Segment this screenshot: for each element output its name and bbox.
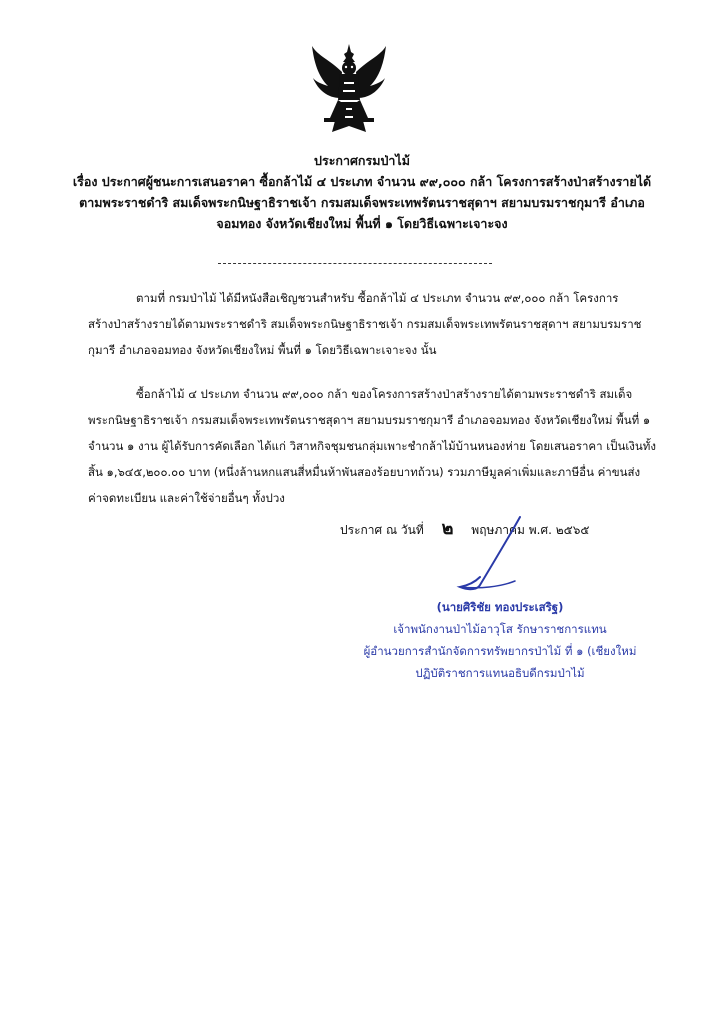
paragraph-1-line: สร้างป่าสร้างรายได้ตามพระราชดำริ สมเด็จพระกนิษฐาธิราชเจ้า กรมสมเด็จพระเทพรัตนราชสุดาฯ สยามบรมราช [88, 317, 642, 331]
title-subject-line-2: ตามพระราชดำริ สมเด็จพระกนิษฐาธิราชเจ้า กรมสมเด็จพระเทพรัตนราชสุดาฯ สยามบรมราชกุมารี อำเภอ [79, 195, 645, 210]
title-divider [218, 263, 492, 264]
title-subject-line-1: เรื่อง ประกาศผู้ชนะการเสนอราคา ซื้อกล้าไม้ ๔ ประเภท จำนวน ๙๙,๐๐๐ กล้า โครงการสร้างป่าสร้างรายได้ [72, 174, 652, 189]
paragraph-2-line: สิ้น ๑,๖๔๕,๒๐๐.๐๐ บาท (หนึ่งล้านหกแสนสี่หมื่นห้าพันสองร้อยบาทถ้วน) รวมภาษีมูลค่าเพิ่มและภาษีอื่น ค่าขนส่ง [88, 465, 641, 479]
handwritten-signature-icon [440, 515, 540, 595]
body-paragraph-1 [88, 285, 648, 363]
garuda-emblem-icon [310, 42, 388, 140]
signatory-position: ปฏิบัติราชการแทนอธิบดีกรมป่าไม้ [415, 666, 585, 680]
paragraph-2-line: ซื้อกล้าไม้ ๔ ประเภท จำนวน ๙๙,๐๐๐ กล้า ของโครงการสร้างป่าสร้างรายได้ตามพระราชดำริ สมเด็จ [136, 387, 633, 401]
title-subject-line-3: จอมทอง จังหวัดเชียงใหม่ พื้นที่ ๑ โดยวิธีเฉพาะเจาะจง [216, 216, 508, 231]
signatory-position: เจ้าพนักงานป่าไม้อาวุโส รักษาราชการแทน [393, 622, 607, 636]
signatory-position: ผู้อำนวยการสำนักจัดการทรัพยากรป่าไม้ ที่ ๑ (เชียงใหม่ [363, 644, 637, 658]
signature-block [330, 596, 670, 684]
paragraph-2-line: จำนวน ๑ งาน ผู้ได้รับการคัดเลือก ได้แก่ วิสาหกิจชุมชนกลุ่มเพาะชำกล้าไม้บ้านหนองห่าย โดยเสนอราคา เป็นเงินทั้ง [88, 439, 656, 453]
announcement-day: ๒ [441, 518, 454, 539]
title-heading: ประกาศกรมป่าไม้ [314, 153, 410, 168]
body-paragraph-2 [88, 381, 656, 511]
announcement-month-year: พฤษภาคม พ.ศ. ๒๕๖๕ [471, 523, 590, 537]
signatory-name: (นายศิริชัย ทองประเสริฐ) [436, 600, 564, 614]
paragraph-1-line: ตามที่ กรมป่าไม้ ได้มีหนังสือเชิญชวนสำหรับ ซื้อกล้าไม้ ๔ ประเภท จำนวน ๙๙,๐๐๐ กล้า โครงการ [136, 291, 619, 305]
paragraph-2-line: พระกนิษฐาธิราชเจ้า กรมสมเด็จพระเทพรัตนราชสุดาฯ สยามบรมราชกุมารี อำเภอจอมทอง จังหวัดเชียงใหม่ พื้นที่ ๑ [88, 413, 651, 427]
announcement-prefix: ประกาศ ณ วันที่ [340, 523, 424, 537]
document-title [60, 150, 664, 234]
paragraph-1-line: กุมารี อำเภอจอมทอง จังหวัดเชียงใหม่ พื้นที่ ๑ โดยวิธีเฉพาะเจาะจง นั้น [88, 343, 437, 357]
paragraph-2-line: ค่าจดทะเบียน และค่าใช้จ่ายอื่นๆ ทั้งปวง [88, 491, 285, 505]
